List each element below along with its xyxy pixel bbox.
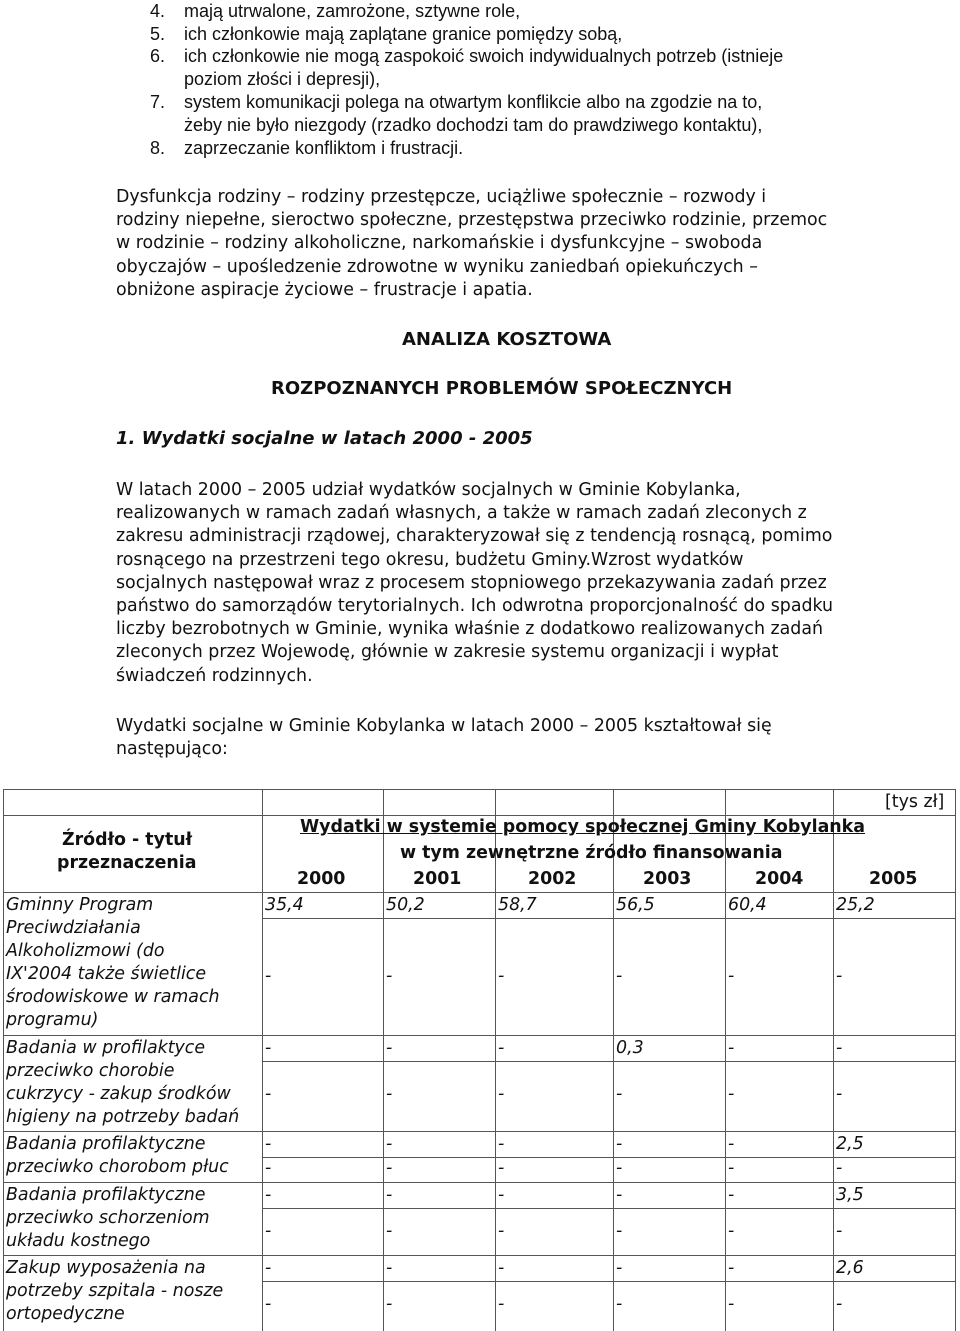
text-line: rosnącego na przestrzeni tego okresu, budżetu Gminy.Wzrost wydatków (116, 549, 744, 570)
table-border (3, 892, 956, 893)
value-cell: 56,5 (616, 895, 655, 915)
value-cell: - (616, 1134, 623, 1154)
table-border (3, 1131, 956, 1132)
row-label: Preciwdziałania (6, 918, 141, 938)
table-border (262, 1157, 956, 1158)
value-cell: - (265, 1258, 272, 1278)
value-cell: - (498, 1158, 505, 1178)
value-cell: - (498, 966, 505, 986)
value-cell: - (728, 1221, 735, 1241)
text-line: następująco: (116, 739, 228, 760)
text-line: świadczeń rodzinnych. (116, 665, 313, 686)
value-cell: - (728, 1134, 735, 1154)
value-cell: - (386, 1158, 393, 1178)
value-cell: - (386, 966, 393, 986)
value-cell: 25,2 (836, 895, 875, 915)
year-header: 2003 (643, 869, 692, 889)
list-number: 8. (150, 138, 166, 158)
row-label: Gminny Program (6, 895, 154, 915)
value-cell: - (616, 1221, 623, 1241)
table-border (3, 789, 956, 790)
value-cell: - (386, 1185, 393, 1205)
year-header: 2002 (528, 869, 577, 889)
table-border (613, 789, 614, 1331)
value-cell: - (728, 1185, 735, 1205)
value-cell: 60,4 (728, 895, 767, 915)
year-header: 2004 (755, 869, 804, 889)
row-label: ortopedyczne (6, 1304, 125, 1324)
table-border (383, 789, 384, 1331)
value-cell: - (498, 1084, 505, 1104)
table-border (262, 1061, 956, 1062)
value-cell: - (265, 1084, 272, 1104)
value-cell: 50,2 (386, 895, 425, 915)
year-header: 2000 (297, 869, 346, 889)
list-text: żeby nie było niezgody (rzadko dochodzi tam do prawdziwego kontaktu), (184, 115, 763, 135)
table-border (3, 1035, 956, 1036)
text-line: zleconych przez Wojewodę, głównie w zakresie systemu organizacji i wypłat (116, 642, 779, 663)
value-cell: - (386, 1038, 393, 1058)
list-text: mają utrwalone, zamrożone, sztywne role, (184, 1, 521, 21)
heading-analiza: ANALIZA KOSZTOWA (402, 329, 612, 350)
list-text: ich członkowie nie mogą zaspokoić swoich indywidualnych potrzeb (istnieje (184, 46, 784, 66)
text-line: realizowanych w ramach zadań własnych, a także w ramach zadań zleconych z (116, 503, 807, 524)
value-cell: - (616, 1294, 623, 1314)
value-cell: - (498, 1185, 505, 1205)
value-cell: - (265, 1134, 272, 1154)
value-cell: - (498, 1294, 505, 1314)
value-cell: - (386, 1258, 393, 1278)
value-cell: - (386, 1221, 393, 1241)
value-cell: 58,7 (498, 895, 537, 915)
list-number: 6. (150, 46, 166, 66)
row-label: środowiskowe w ramach (6, 987, 220, 1007)
row-label: programu) (6, 1010, 99, 1030)
text-line: w rodzinie – rodziny alkoholiczne, narkomańskie i dysfunkcyjne – swoboda (116, 233, 763, 254)
text-line: obyczajów – upośledzenie zdrowotne w wyniku zaniedbań opiekuńczych – (116, 256, 758, 277)
table-border (262, 789, 263, 1331)
value-cell: - (616, 1158, 623, 1178)
value-cell: - (265, 966, 272, 986)
source-header: Źródło - tytuł (62, 830, 193, 850)
value-cell: 0,3 (616, 1038, 644, 1058)
row-label: Badania profilaktyczne (6, 1185, 206, 1205)
main-header: Wydatki w systemie pomocy społecznej Gminy Kobylanka (300, 817, 865, 837)
row-label: higieny na potrzeby badań (6, 1107, 240, 1127)
list-number: 7. (150, 92, 166, 112)
year-header: 2005 (869, 869, 918, 889)
row-label: IX'2004 także świetlice (6, 964, 207, 984)
value-cell: 2,6 (836, 1258, 864, 1278)
value-cell: - (836, 1084, 843, 1104)
value-cell: - (498, 1221, 505, 1241)
value-cell: - (616, 1258, 623, 1278)
value-cell: - (836, 1221, 843, 1241)
value-cell: - (836, 1294, 843, 1314)
row-label: Badania w profilaktyce (6, 1038, 206, 1058)
table-border (3, 1182, 956, 1183)
section-title: 1. Wydatki socjalne w latach 2000 - 2005 (116, 428, 533, 449)
text-line: W latach 2000 – 2005 udział wydatków socjalnych w Gminie Kobylanka, (116, 480, 741, 500)
list-text: poziom złości i depresji), (184, 69, 381, 89)
list-number: 5. (150, 24, 166, 44)
table-border (955, 789, 956, 1331)
value-cell: - (265, 1185, 272, 1205)
year-header: 2001 (413, 869, 462, 889)
value-cell: 35,4 (265, 895, 304, 915)
table-border (495, 789, 496, 1331)
text-line: Wydatki socjalne w Gminie Kobylanka w latach 2000 – 2005 kształtował się (116, 716, 772, 736)
value-cell: - (498, 1134, 505, 1154)
value-cell: 3,5 (836, 1185, 864, 1205)
source-header: przeznaczenia (57, 853, 197, 873)
value-cell: - (728, 966, 735, 986)
value-cell: - (836, 1038, 843, 1058)
list-text: zaprzeczanie konfliktom i frustracji. (184, 138, 464, 158)
value-cell: - (728, 1158, 735, 1178)
value-cell: 2,5 (836, 1134, 864, 1154)
row-label: Badania profilaktyczne (6, 1134, 206, 1154)
list-text: ich członkowie mają zaplątane granice pomiędzy sobą, (184, 24, 623, 44)
text-line: państwo do samorządów terytorialnych. Ich odwrotna proporcjonalność do spadku (116, 596, 834, 617)
row-label: cukrzycy - zakup środków (6, 1084, 231, 1104)
value-cell: - (265, 1294, 272, 1314)
row-label: układu kostnego (6, 1231, 151, 1251)
text-line: zakresu administracji rządowej, charakteryzował się z tendencją rosnącą, pomimo (116, 526, 833, 547)
value-cell: - (498, 1258, 505, 1278)
table-border (262, 918, 956, 919)
table-border (725, 789, 726, 1331)
list-number: 4. (150, 1, 166, 21)
text-line: Dysfunkcja rodziny – rodziny przestępcze, uciążliwe społecznie – rozwody i (116, 187, 767, 207)
table-border (833, 789, 834, 1331)
value-cell: - (728, 1084, 735, 1104)
row-label: Zakup wyposażenia na (6, 1258, 206, 1278)
text-line: obniżone aspiracje życiowe – frustracje i apatia. (116, 279, 533, 300)
table-border (262, 1208, 956, 1209)
table-border (3, 789, 4, 1331)
value-cell: - (498, 1038, 505, 1058)
table-border (262, 1281, 956, 1282)
heading-problemy: ROZPOZNANYCH PROBLEMÓW SPOŁECZNYCH (271, 378, 733, 399)
sub-header: w tym zewnętrzne źródło finansowania (400, 843, 783, 863)
value-cell: - (386, 1134, 393, 1154)
value-cell: - (836, 1158, 843, 1178)
value-cell: - (386, 1084, 393, 1104)
text-line: liczby bezrobotnych w Gminie, wynika właśnie z dodatkowo realizowanych zadań (116, 619, 823, 640)
value-cell: - (616, 1185, 623, 1205)
row-label: przeciwko chorobie (6, 1061, 175, 1081)
value-cell: - (265, 1038, 272, 1058)
value-cell: - (265, 1221, 272, 1241)
text-line: rodziny niepełne, sieroctwo społeczne, przestępstwa przeciwko rodzinie, przemoc (116, 210, 828, 231)
unit-label: [tys zł] (885, 792, 945, 812)
value-cell: - (728, 1258, 735, 1278)
row-label: przeciwko schorzeniom (6, 1208, 210, 1228)
row-label: przeciwko chorobom płuc (6, 1157, 229, 1177)
row-label: potrzeby szpitala - nosze (6, 1281, 224, 1301)
value-cell: - (265, 1158, 272, 1178)
row-label: Alkoholizmowi (do (6, 941, 165, 961)
value-cell: - (728, 1038, 735, 1058)
value-cell: - (728, 1294, 735, 1314)
text-line: socjalnych następował wraz z procesem stopniowego przekazywania zadań przez (116, 572, 827, 593)
value-cell: - (386, 1294, 393, 1314)
value-cell: - (616, 966, 623, 986)
value-cell: - (836, 966, 843, 986)
table-border (3, 1255, 956, 1256)
list-text: system komunikacji polega na otwartym konflikcie albo na zgodzie na to, (184, 92, 763, 112)
value-cell: - (616, 1084, 623, 1104)
